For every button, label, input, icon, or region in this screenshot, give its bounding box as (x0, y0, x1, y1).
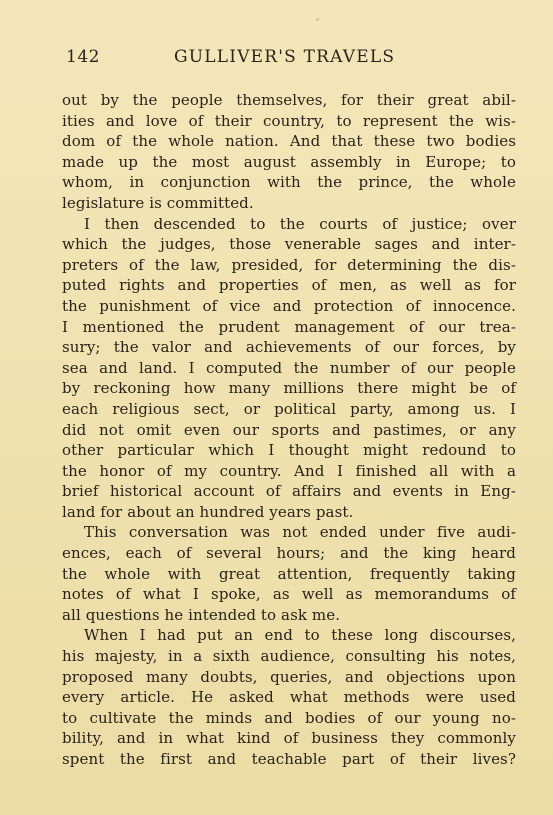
text-line: which the judges, those venerable sages and inter- (62, 235, 516, 254)
text-line: sury; the valor and achievements of our forces, by (62, 338, 516, 357)
text-line: bility, and in what kind of business they commonly (62, 729, 516, 748)
running-head: GULLIVER'S TRAVELS (174, 47, 396, 67)
text-line: did not omit even our sports and pastimes, or any (62, 420, 516, 439)
text-line: notes of what I spoke, as well as memorandums of (62, 585, 516, 604)
text-line: the punishment of vice and protection of innocence. (62, 296, 516, 315)
text-line: other particular which I thought might redound to (62, 441, 516, 460)
paper-speck (316, 18, 319, 21)
text-line: ences, each of several hours; and the king heard (62, 544, 516, 563)
text-line: legislature is committed. (62, 193, 254, 212)
text-line: land for about an hundred years past. (62, 502, 354, 521)
text-line: preters of the law, presided, for determining the dis- (62, 255, 516, 274)
text-line: by reckoning how many millions there might be of (62, 379, 516, 398)
text-line: every article. He asked what methods were used (62, 688, 516, 707)
text-line: ities and love of their country, to represent the wis- (62, 111, 516, 130)
text-line: sea and land. I computed the number of our people (62, 358, 516, 377)
text-line: This conversation was not ended under five audi- (84, 523, 516, 542)
text-line: dom of the whole nation. And that these two bodies (62, 132, 516, 151)
text-line: When I had put an end to these long discourses, (84, 626, 516, 645)
text-line: to cultivate the minds and bodies of our young no- (62, 708, 516, 727)
text-line: all questions he intended to ask me. (62, 605, 341, 624)
page-header (66, 47, 502, 71)
text-line: brief historical account of affairs and events in Eng- (62, 482, 516, 501)
text-line: puted rights and properties of men, as well as for (62, 276, 516, 295)
page-number: 142 (66, 47, 100, 67)
text-line: made up the most august assembly in Europe; to (62, 152, 516, 171)
text-line: proposed many doubts, queries, and objections upon (62, 667, 516, 686)
text-line: I mentioned the prudent management of our trea- (62, 317, 516, 336)
text-line: each religious sect, or political party, among us. I (62, 399, 516, 418)
text-line: spent the first and teachable part of their lives? (62, 750, 516, 768)
text-line: the whole with great attention, frequently taking (62, 564, 516, 583)
body-text (62, 90, 516, 770)
text-line: I then descended to the courts of justice; over (84, 214, 516, 233)
text-line: the honor of my country. And I finished all with a (62, 461, 516, 480)
text-line: out by the people themselves, for their great abil- (62, 91, 516, 109)
text-line: whom, in conjunction with the prince, the whole (62, 173, 516, 192)
text-line: his majesty, in a sixth audience, consulting his notes, (62, 647, 516, 666)
